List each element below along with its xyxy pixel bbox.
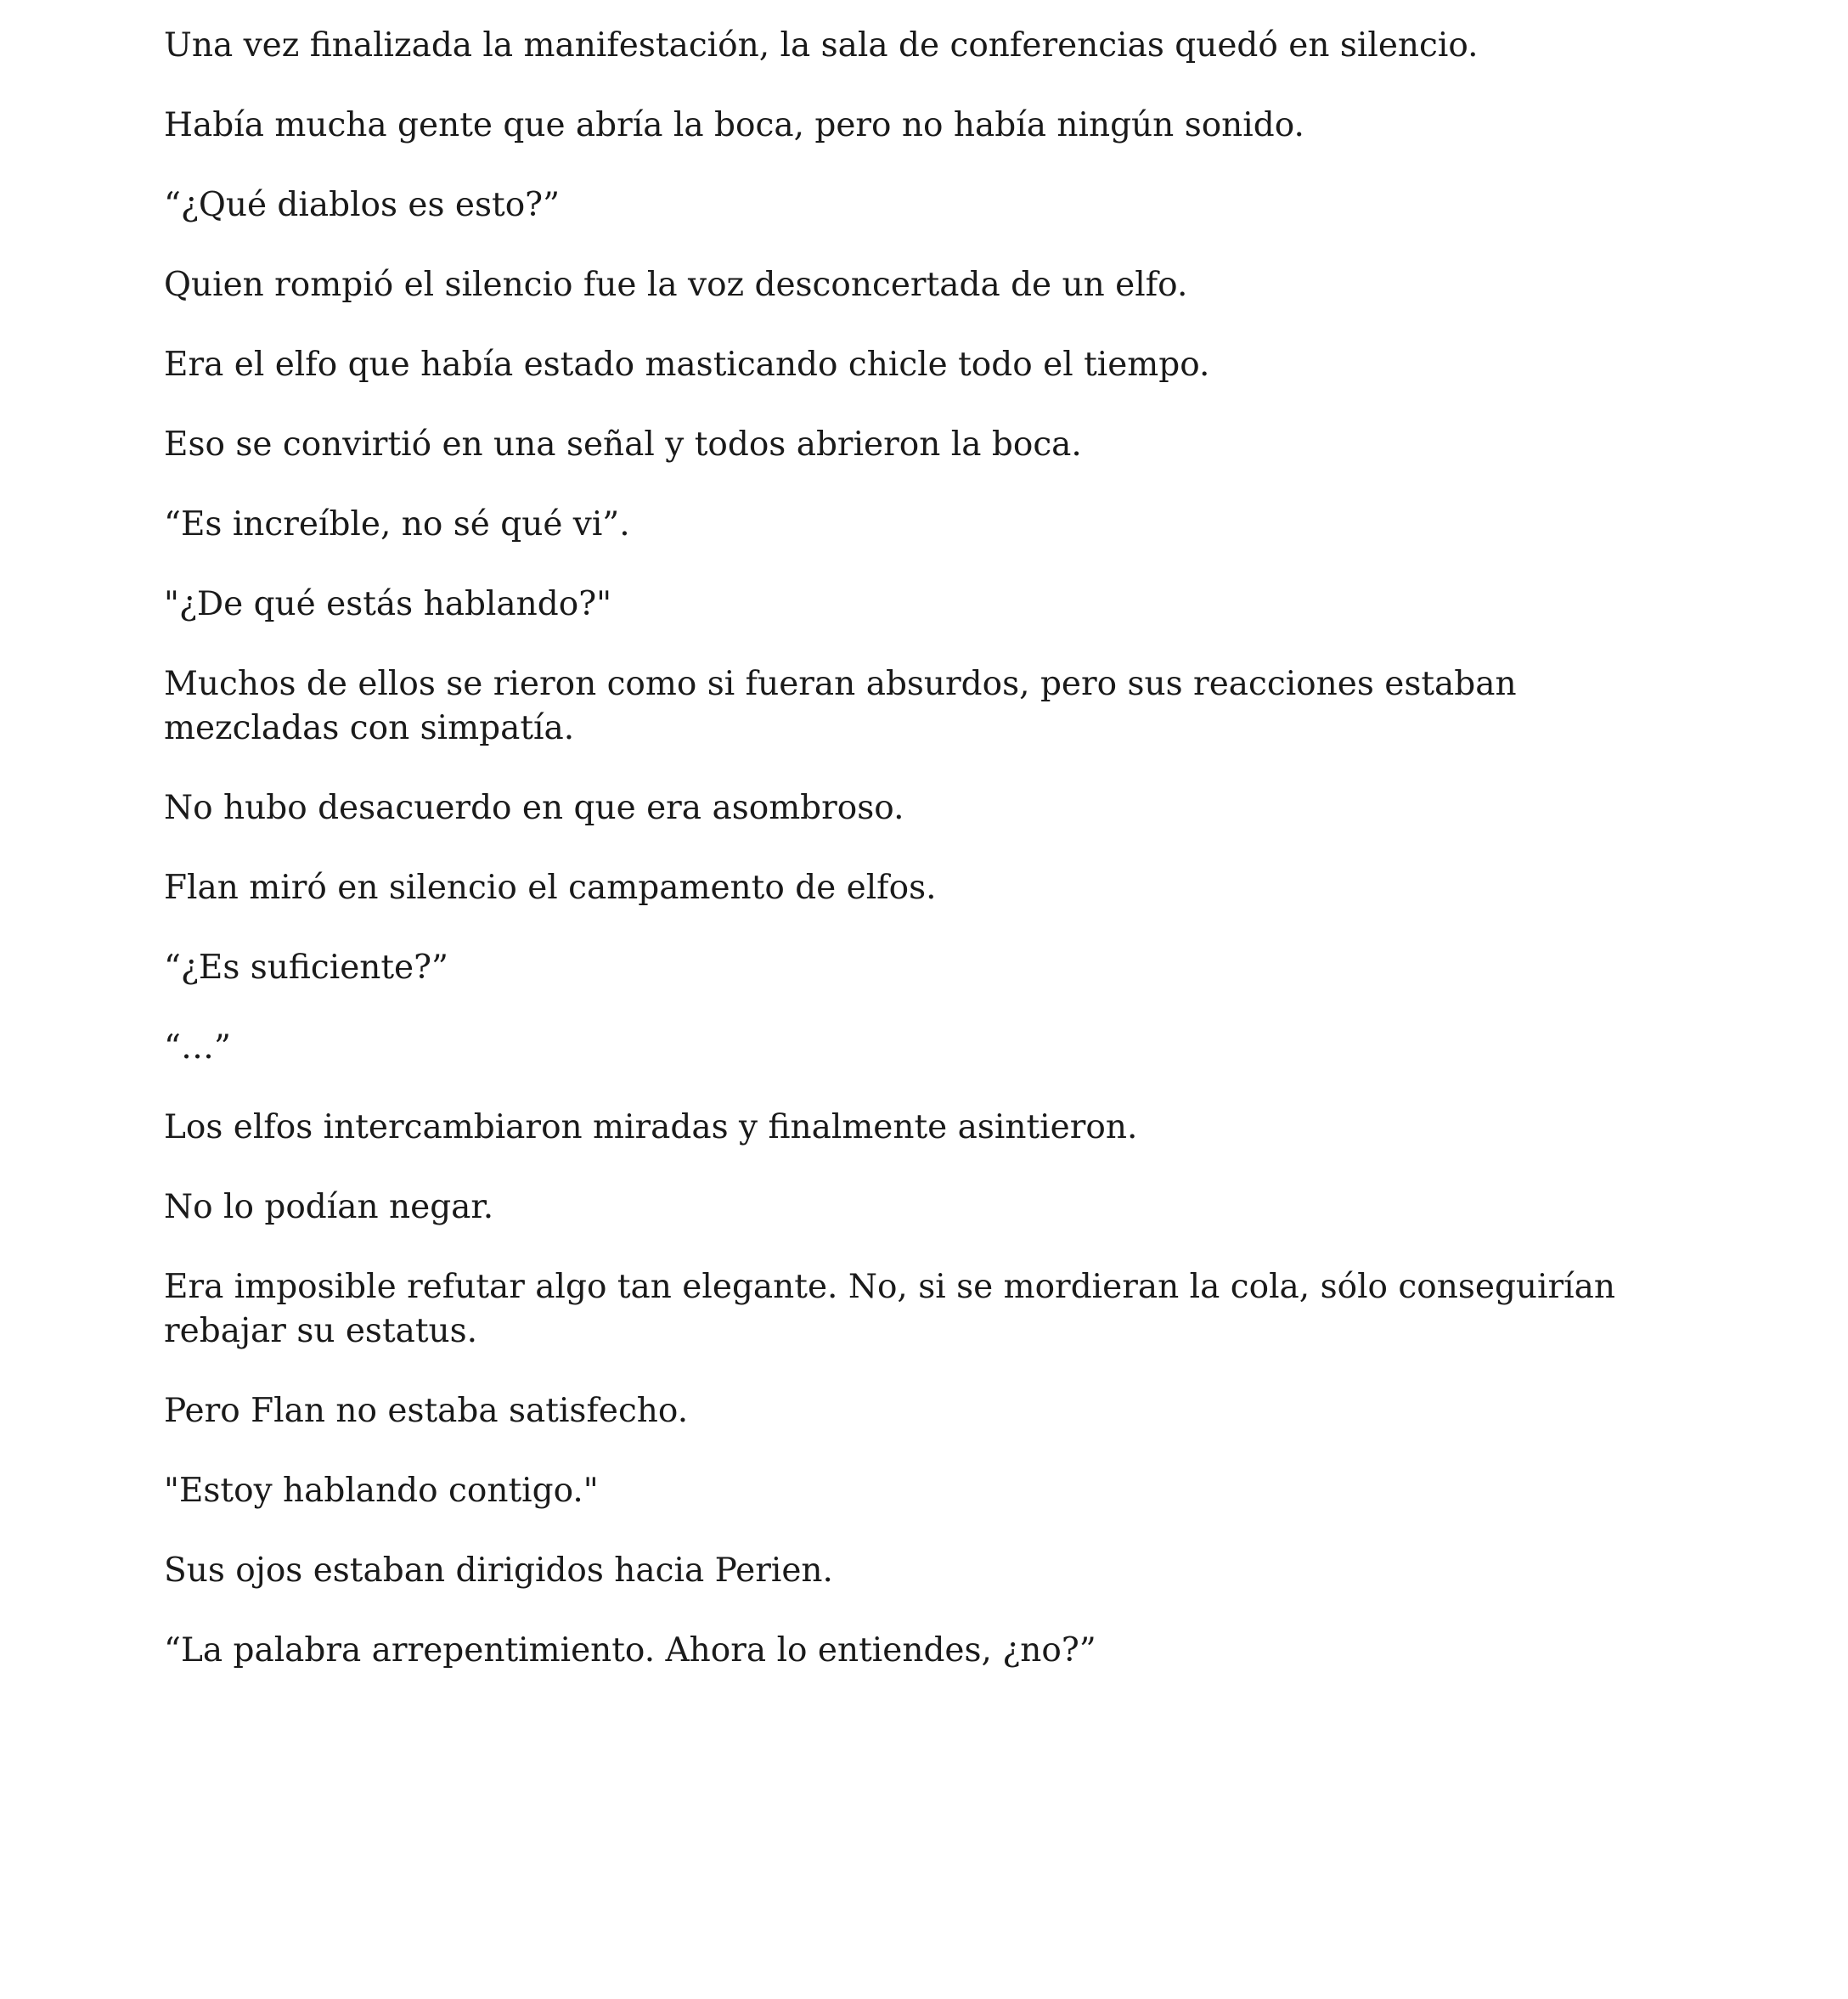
paragraph: Era el elfo que había estado masticando chicle todo el tiempo. — [164, 346, 1210, 384]
paragraph: Pero Flan no estaba satisfecho. — [164, 1392, 689, 1430]
document-body — [164, 24, 1693, 1709]
paragraph: Era imposible refutar algo tan elegante. No, si se mordieran la cola, sólo conseguirían rebajar su estatus. — [164, 1268, 1616, 1350]
paragraph: Eso se convirtió en una señal y todos abrieron la boca. — [164, 425, 1082, 464]
paragraph: "¿De qué estás hablando?" — [164, 585, 612, 623]
paragraph: "Estoy hablando contigo." — [164, 1472, 599, 1510]
paragraph: Sus ojos estaban dirigidos hacia Perien. — [164, 1551, 833, 1590]
paragraph: “¿Qué diablos es esto?” — [164, 186, 561, 224]
paragraph: Quien rompió el silencio fue la voz desconcertada de un elfo. — [164, 266, 1188, 304]
paragraph: “¿Es suficiente?” — [164, 949, 448, 987]
paragraph: Había mucha gente que abría la boca, pero no había ningún sonido. — [164, 106, 1304, 144]
paragraph: “La palabra arrepentimiento. Ahora lo entiendes, ¿no?” — [164, 1631, 1096, 1670]
paragraph: “Es increíble, no sé qué vi”. — [164, 505, 630, 543]
paragraph: Muchos de ellos se rieron como si fueran absurdos, pero sus reacciones estaban mezcladas con simpatía. — [164, 665, 1517, 747]
paragraph: Los elfos intercambiaron miradas y finalmente asintieron. — [164, 1108, 1138, 1146]
paragraph: No hubo desacuerdo en que era asombroso. — [164, 789, 904, 827]
paragraph: “…” — [164, 1028, 231, 1067]
paragraph: No lo podían negar. — [164, 1188, 494, 1226]
paragraph: Flan miró en silencio el campamento de elfos. — [164, 869, 937, 907]
paragraph: Una vez finalizada la manifestación, la sala de conferencias quedó en silencio. — [164, 26, 1479, 65]
